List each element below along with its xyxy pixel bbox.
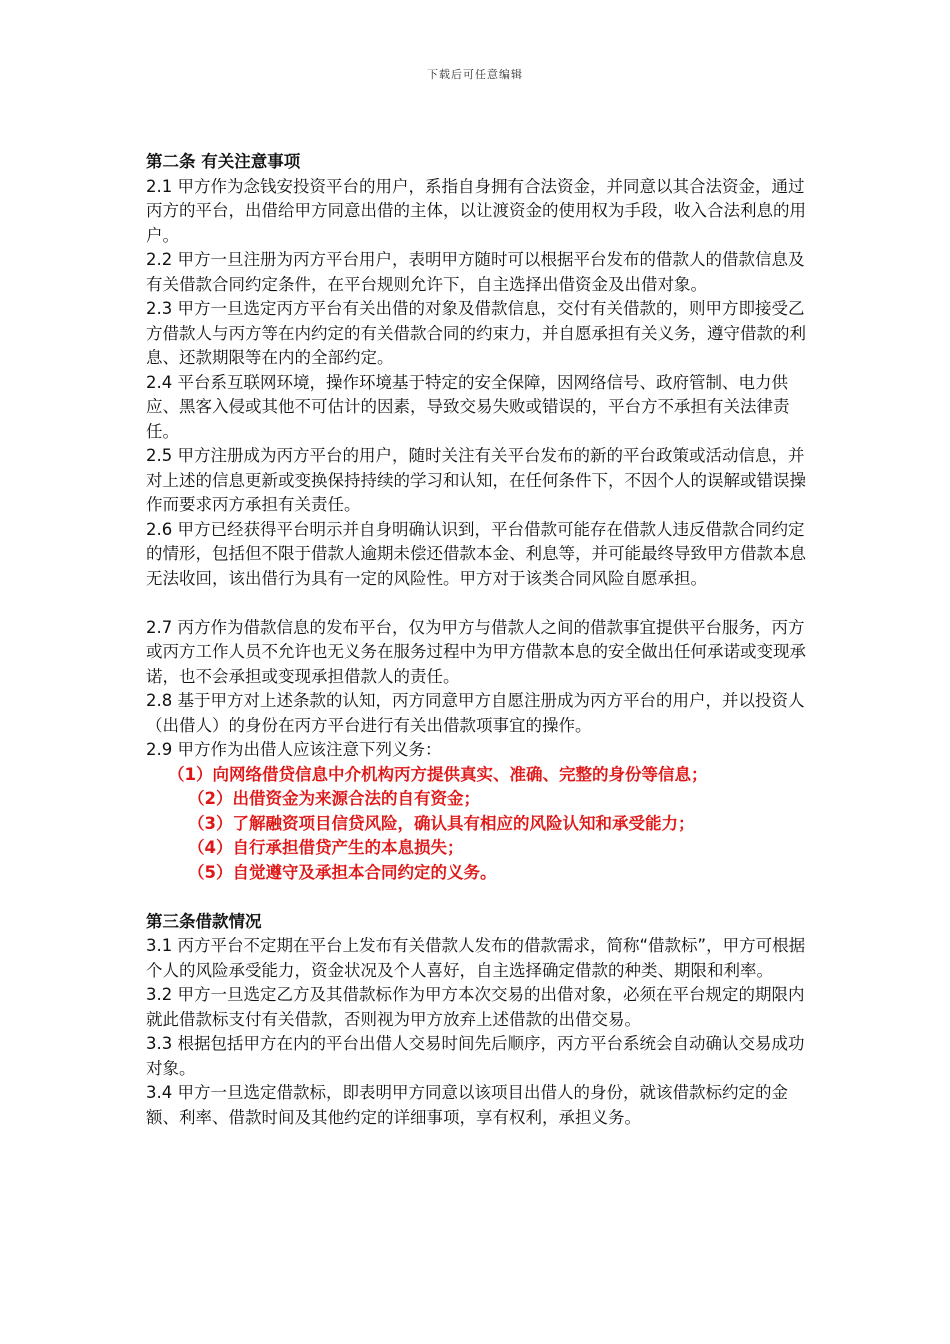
section-3-title: 第三条借款情况	[146, 911, 262, 931]
clause-3-1: 3.1 丙方平台不定期在平台上发布有关借款人发布的借款需求，简称“借款标”，甲方可根据个人的风险承受能力，资金状况及个人喜好，自主选择确定借款的种类、期限和利率。	[146, 936, 806, 980]
page-header: 下载后可任意编辑	[427, 68, 523, 81]
clause-2-5: 2.5 甲方注册成为丙方平台的用户，随时关注有关平台发布的新的平台政策或活动信息，并对上述的信息更新或变换保持持续的学习和认知，在任何条件下，不因个人的误解或错误操作而要求丙方承担有关责任。	[146, 446, 806, 514]
clause-2-3: 2.3 甲方一旦选定丙方平台有关出借的对象及借款信息，交付有关借款的，则甲方即接受乙方借款人与丙方等在内约定的有关借款合同的约束力，并自愿承担有关义务，遵守借款的利息、还款期限等在内的全部约定。	[146, 299, 806, 367]
duty-item-3: （3）了解融资项目信贷风险，确认具有相应的风险认知和承受能力；	[188, 813, 695, 833]
duty-item-1: （1）向网络借贷信息中介机构丙方提供真实、准确、完整的身份等信息；	[168, 764, 708, 784]
clause-3-2: 3.2 甲方一旦选定乙方及其借款标作为甲方本次交易的出借对象，必须在平台规定的期限内就此借款标支付有关借款，否则视为甲方放弃上述借款的出借交易。	[146, 985, 805, 1029]
clause-2-8: 2.8 基于甲方对上述条款的认知，丙方同意甲方自愿注册成为丙方平台的用户，并以投资人（出借人）的身份在丙方平台进行有关出借款项事宜的操作。	[146, 691, 805, 735]
clause-2-2: 2.2 甲方一旦注册为丙方平台用户，表明甲方随时可以根据平台发布的借款人的借款信息及有关借款合同约定条件，在平台规则允许下，自主选择出借资金及出借对象。	[146, 250, 805, 294]
spacer	[146, 591, 816, 616]
spacer	[146, 885, 816, 910]
section-2-title: 第二条 有关注意事项	[146, 152, 301, 171]
clause-3-3: 3.3 根据包括甲方在内的平台出借人交易时间先后顺序，丙方平台系统会自动确认交易成功对象。	[146, 1034, 805, 1078]
duty-item-4: （4）自行承担借贷产生的本息损失；	[188, 838, 464, 857]
clause-3-4: 3.4 甲方一旦选定借款标，即表明甲方同意以该项目出借人的身份，就该借款标约定的金额、利率、借款时间及其他约定的详细事项，享有权利，承担义务。	[146, 1083, 788, 1127]
clause-2-1: 2.1 甲方作为念钱安投资平台的用户，系指自身拥有合法资金，并同意以其合法资金，通过丙方的平台，出借给甲方同意出借的主体，以让渡资金的使用权为手段，收入合法利息的用户。	[146, 176, 806, 245]
clause-2-4: 2.4 平台系互联网环境，操作环境基于特定的安全保障，因网络信号、政府管制、电力供应、黑客入侵或其他不可估计的因素，导致交易失败或错误的，平台方不承担有关法律责任。	[146, 372, 790, 441]
clause-2-9: 2.9 甲方作为出借人应该注意下列义务：	[146, 740, 442, 759]
clause-2-6: 2.6 甲方已经获得平台明示并自身明确认识到，平台借款可能存在借款人违反借款合同约定的情形，包括但不限于借款人逾期未偿还借款本金、利息等，并可能最终导致甲方借款本息无法收回，该出借行为具有一定的风险性。甲方对于该类合同风险自愿承担。	[146, 519, 806, 588]
duty-item-2: （2）出借资金为来源合法的自有资金；	[188, 789, 480, 808]
duty-item-5: （5）自觉遵守及承担本合同约定的义务。	[188, 862, 497, 882]
clause-2-7: 2.7 丙方作为借款信息的发布平台，仅为甲方与借款人之间的借款事宜提供平台服务，丙方或丙方工作人员不允许也无义务在服务过程中为甲方借款本息的安全做出任何承诺或变现承诺，也不会承担或变现承担借款人的责任。	[146, 617, 806, 686]
document-body	[146, 150, 816, 1130]
